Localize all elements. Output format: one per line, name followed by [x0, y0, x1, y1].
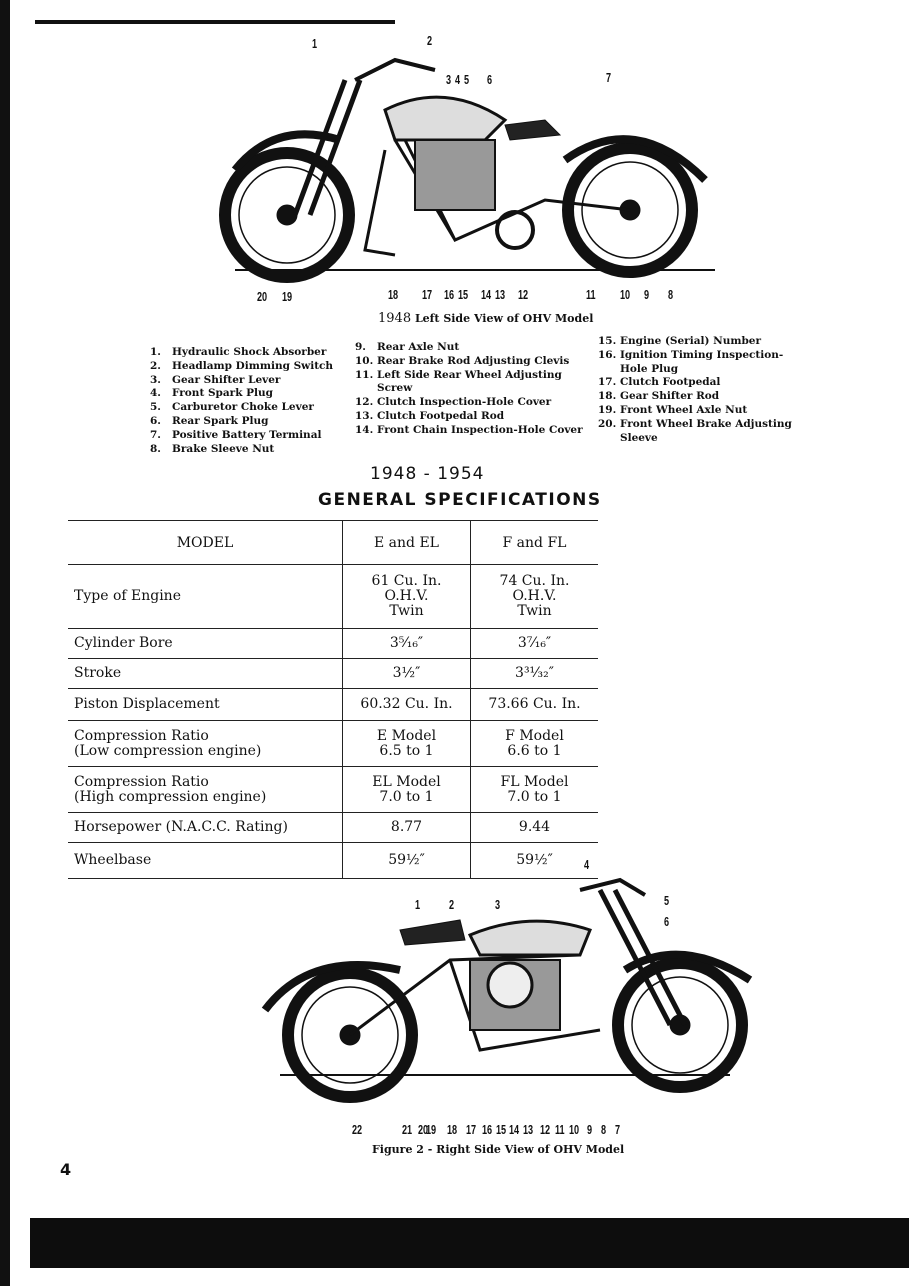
spec-value: 73.66 Cu. In.: [471, 689, 599, 721]
page-number: 4: [60, 1160, 72, 1179]
spec-label: Compression Ratio (High compression engine): [68, 767, 343, 813]
legend-text: Rear Axle Nut: [377, 341, 460, 353]
legend-text: Ignition Timing Inspection-Hole Plug: [620, 348, 784, 375]
legend-text: Front Wheel Axle Nut: [620, 403, 748, 416]
legend-text: Gear Shifter Lever: [172, 373, 281, 386]
legend-number: 20.: [598, 417, 617, 430]
legend-column-1: [150, 346, 345, 456]
legend-text: Headlamp Dimming Switch: [172, 359, 334, 372]
callout-17: 17: [422, 287, 433, 302]
motorcycle-left-view-illustration: [215, 40, 735, 290]
spec-value: E Model 6.5 to 1: [343, 721, 471, 767]
callout-14: 14: [509, 1122, 520, 1137]
callout-6: 6: [487, 72, 493, 87]
spec-label: Piston Displacement: [68, 689, 343, 721]
legend-text: Left Side Rear Wheel Adjusting Screw: [377, 368, 562, 395]
spec-label: Horsepower (N.A.C.C. Rating): [68, 813, 343, 843]
callout-5: 5: [464, 72, 470, 87]
callout-20: 20: [257, 289, 268, 304]
legend-number: 16.: [598, 348, 617, 361]
callout-9: 9: [587, 1122, 593, 1137]
callout-14: 14: [481, 287, 492, 302]
callout-1: 1: [312, 36, 318, 51]
spec-value: 59½″: [471, 843, 599, 879]
legend-number: 7.: [150, 428, 161, 441]
legend-number: 4.: [150, 387, 161, 400]
legend-item: [150, 346, 345, 360]
spec-table: [68, 520, 598, 879]
spec-value: 8.77: [343, 813, 471, 843]
legend-item: [150, 415, 345, 429]
legend-text: Clutch Footpedal: [620, 376, 721, 389]
legend-column-3: [598, 335, 798, 445]
spec-value: FL Model 7.0 to 1: [471, 767, 599, 813]
legend-number: 9.: [355, 341, 366, 353]
legend-number: 11.: [355, 368, 374, 381]
legend-item: [355, 341, 585, 355]
figure1-caption-year: 1948: [378, 311, 412, 326]
figure2-caption: Figure 2 - Right Side View of OHV Model: [372, 1143, 625, 1156]
legend-item: [598, 404, 798, 418]
callout-6: 6: [664, 914, 670, 929]
callout-10: 10: [569, 1122, 580, 1137]
spec-label: Type of Engine: [68, 565, 343, 629]
legend-text: Gear Shifter Rod: [620, 390, 720, 403]
legend-item: [355, 424, 585, 438]
legend-item: [150, 443, 345, 457]
legend-column-2: [355, 341, 585, 438]
spec-row: [68, 689, 598, 721]
spec-row: [68, 721, 598, 767]
spec-header-cell: F and FL: [471, 521, 599, 565]
spec-row: [68, 629, 598, 659]
callout-1: 1: [415, 897, 421, 912]
callout-15: 15: [458, 287, 469, 302]
legend-number: 13.: [355, 409, 374, 422]
callout-3: 3: [446, 72, 452, 87]
spec-value: F Model 6.6 to 1: [471, 721, 599, 767]
figure1-caption: [378, 311, 593, 326]
legend-item: [598, 349, 798, 377]
spec-value: 60.32 Cu. In.: [343, 689, 471, 721]
legend-item: [355, 410, 585, 424]
callout-4: 4: [584, 857, 590, 872]
legend-number: 17.: [598, 376, 617, 389]
spec-value: 9.44: [471, 813, 599, 843]
legend-item: [150, 387, 345, 401]
legend-text: Brake Sleeve Nut: [172, 442, 275, 455]
legend-text: Front Chain Inspection-Hole Cover: [377, 423, 583, 436]
legend-number: 10.: [355, 354, 374, 367]
callout-5: 5: [664, 893, 670, 908]
callout-19: 19: [282, 289, 293, 304]
spec-label: Compression Ratio (Low compression engine): [68, 721, 343, 767]
legend-number: 18.: [598, 390, 617, 403]
spec-value: 3⁷⁄₁₆″: [471, 629, 599, 659]
scan-bottom-band: [30, 1218, 909, 1268]
spec-title: GENERAL SPECIFICATIONS: [318, 490, 602, 510]
callout-20: 20: [418, 1122, 429, 1137]
legend-item: [598, 390, 798, 404]
legend-text: Positive Battery Terminal: [172, 428, 322, 441]
spec-years: 1948 - 1954: [370, 464, 485, 484]
callout-12: 12: [540, 1122, 551, 1137]
legend-number: 14.: [355, 423, 374, 436]
legend-text: Engine (Serial) Number: [620, 335, 762, 347]
legend-item: [150, 374, 345, 388]
legend-item: [150, 360, 345, 374]
spec-header-row: [68, 521, 598, 565]
spec-row: [68, 659, 598, 689]
legend-item: [598, 376, 798, 390]
legend-item: [150, 401, 345, 415]
legend-text: Carburetor Choke Lever: [172, 401, 314, 414]
callout-15: 15: [496, 1122, 507, 1137]
spec-value: 3³¹⁄₃₂″: [471, 659, 599, 689]
callout-18: 18: [447, 1122, 458, 1137]
callout-13: 13: [495, 287, 506, 302]
legend-number: 6.: [150, 414, 161, 427]
legend-item: [355, 369, 585, 397]
legend-item: [355, 355, 585, 369]
legend-item: [598, 335, 798, 349]
spec-row: [68, 813, 598, 843]
spec-label: Wheelbase: [68, 843, 343, 879]
scan-edge: [0, 0, 10, 1286]
callout-11: 11: [555, 1122, 565, 1137]
spec-value: 74 Cu. In. O.H.V. Twin: [471, 565, 599, 629]
spec-value: 3⁵⁄₁₆″: [343, 629, 471, 659]
callout-2: 2: [449, 897, 455, 912]
callout-7: 7: [606, 70, 612, 85]
callout-16: 16: [444, 287, 455, 302]
spec-value: 61 Cu. In. O.H.V. Twin: [343, 565, 471, 629]
legend-text: Clutch Inspection-Hole Cover: [377, 396, 552, 409]
spec-row: [68, 565, 598, 629]
spec-label: Stroke: [68, 659, 343, 689]
spec-header-cell: MODEL: [68, 521, 343, 565]
motorcycle-right-view-illustration: [250, 860, 760, 1115]
legend-number: 19.: [598, 403, 617, 416]
callout-4: 4: [455, 72, 461, 87]
callout-22: 22: [352, 1122, 363, 1137]
legend-number: 12.: [355, 396, 374, 409]
legend-item: [598, 418, 798, 446]
callout-8: 8: [601, 1122, 607, 1137]
spec-row: [68, 767, 598, 813]
top-rule: [35, 20, 395, 24]
legend-text: Rear Spark Plug: [172, 414, 269, 427]
callout-8: 8: [668, 287, 674, 302]
legend-text: Front Wheel Brake Adjusting Sleeve: [620, 417, 792, 444]
callout-17: 17: [466, 1122, 477, 1137]
callout-19: 19: [426, 1122, 437, 1137]
spec-value: 59½″: [343, 843, 471, 879]
spec-value: EL Model 7.0 to 1: [343, 767, 471, 813]
callout-16: 16: [482, 1122, 493, 1137]
legend-number: 15.: [598, 335, 617, 347]
legend-number: 8.: [150, 442, 161, 455]
figure1-caption-text: Left Side View of OHV Model: [414, 312, 594, 325]
legend-number: 1.: [150, 346, 161, 358]
spec-label: Cylinder Bore: [68, 629, 343, 659]
legend-text: Hydraulic Shock Absorber: [172, 346, 327, 358]
legend-item: [355, 396, 585, 410]
legend-text: Rear Brake Rod Adjusting Clevis: [377, 354, 570, 367]
callout-7: 7: [615, 1122, 621, 1137]
legend-number: 2.: [150, 359, 161, 372]
callout-9: 9: [644, 287, 650, 302]
callout-2: 2: [427, 33, 433, 48]
callout-18: 18: [388, 287, 399, 302]
legend-number: 3.: [150, 373, 161, 386]
legend-text: Front Spark Plug: [172, 387, 273, 400]
spec-header-cell: E and EL: [343, 521, 471, 565]
spec-value: 3½″: [343, 659, 471, 689]
callout-11: 11: [586, 287, 596, 302]
callout-10: 10: [620, 287, 631, 302]
legend-number: 5.: [150, 401, 161, 414]
legend-text: Clutch Footpedal Rod: [377, 409, 505, 422]
legend-item: [150, 429, 345, 443]
callout-13: 13: [523, 1122, 534, 1137]
callout-3: 3: [495, 897, 501, 912]
callout-12: 12: [518, 287, 529, 302]
callout-21: 21: [402, 1122, 413, 1137]
